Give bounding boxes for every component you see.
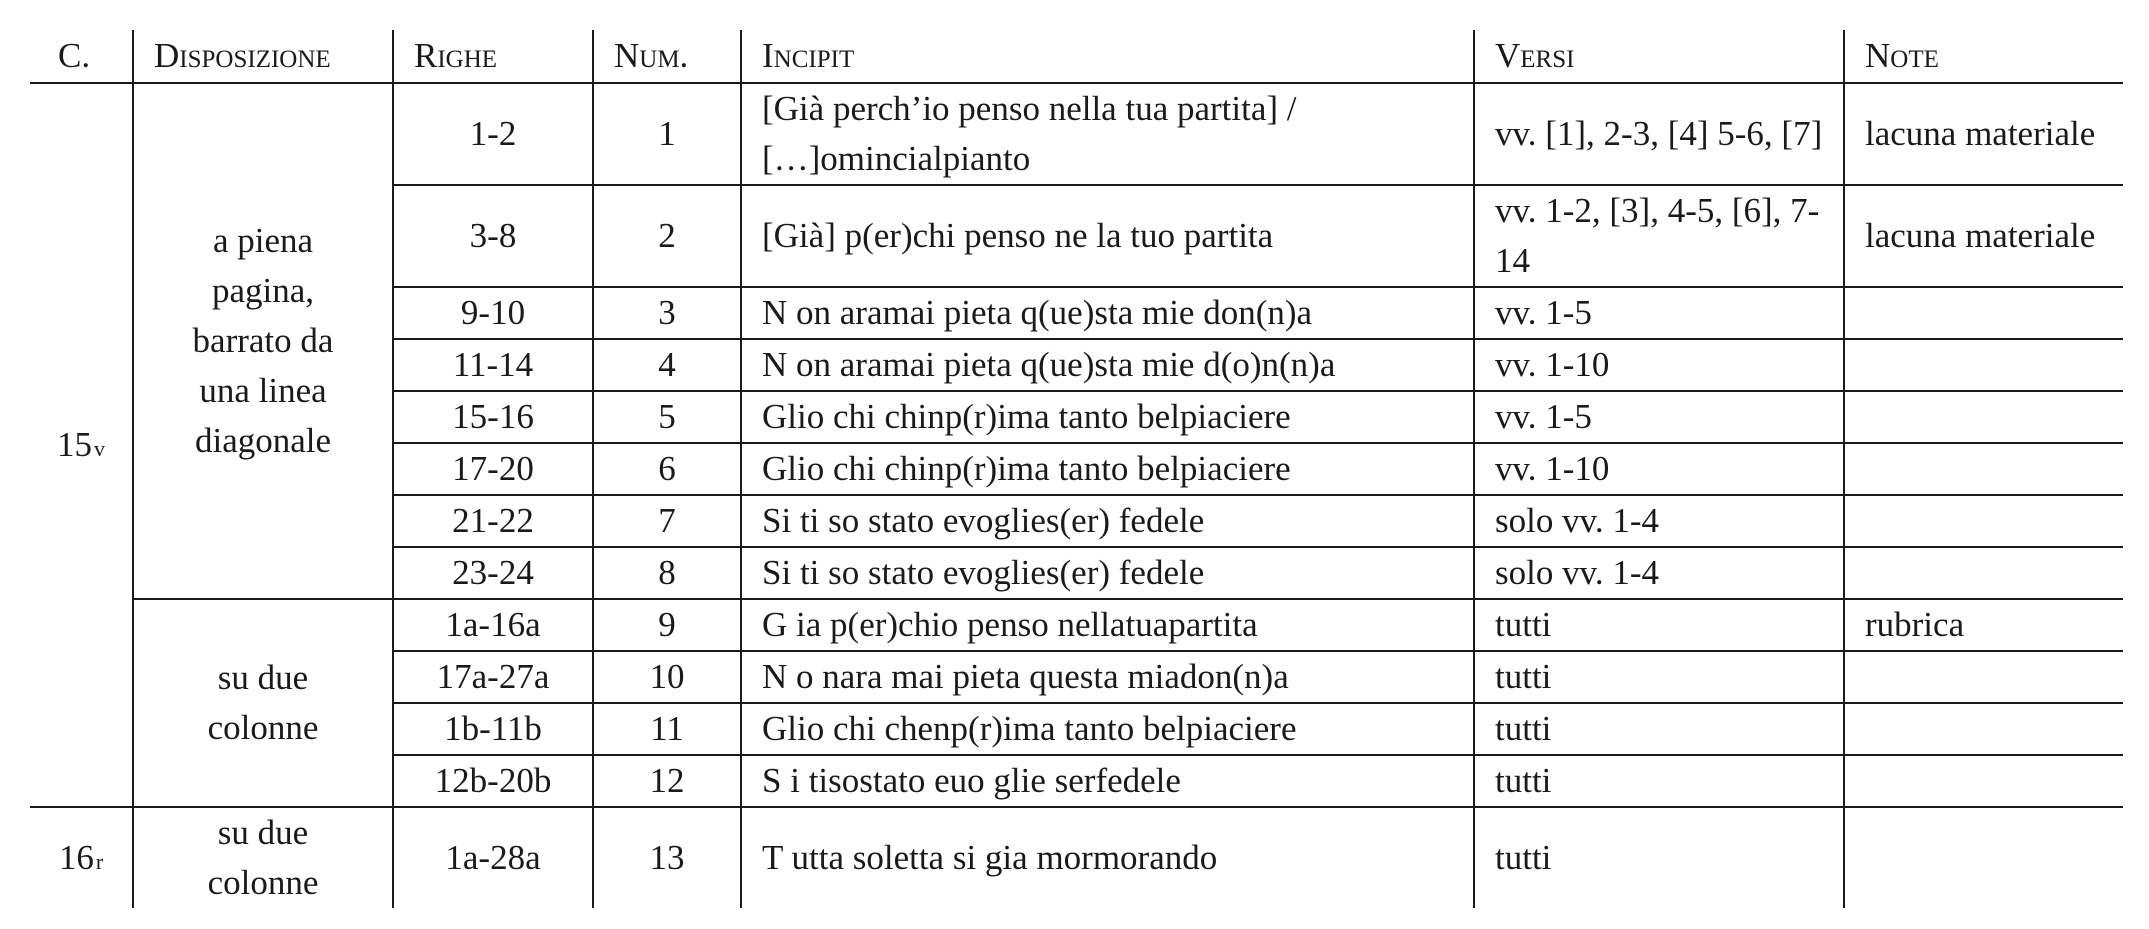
righe-cell: 11-14	[393, 339, 593, 391]
versi-cell: vv. 1-10	[1474, 339, 1844, 391]
note-cell	[1844, 651, 2123, 703]
versi-cell: vv. 1-2, [3], 4-5, [6], 7-14	[1474, 185, 1844, 287]
incipit-cell: Glio chi chenp(r)ima tanto belpiaciere	[741, 703, 1474, 755]
note-cell	[1844, 703, 2123, 755]
num-cell: 3	[593, 287, 741, 339]
incipit-cell: S i tisostato euo glie serfedele	[741, 755, 1474, 807]
note-cell	[1844, 807, 2123, 908]
num-cell: 4	[593, 339, 741, 391]
note-cell	[1844, 495, 2123, 547]
righe-cell: 21-22	[393, 495, 593, 547]
num-cell: 9	[593, 599, 741, 651]
righe-cell: 17-20	[393, 443, 593, 495]
incipit-cell: [Già] p(er)chi penso ne la tuo partita	[741, 185, 1474, 287]
header-righe: Righe	[393, 30, 593, 83]
versi-cell: tutti	[1474, 703, 1844, 755]
righe-cell: 1a-16a	[393, 599, 593, 651]
incipit-cell: Si ti so stato evoglies(er) fedele	[741, 495, 1474, 547]
disposition-cell: a piena pagina, barrato da una linea diagonale	[133, 83, 393, 599]
num-cell: 11	[593, 703, 741, 755]
num-cell: 2	[593, 185, 741, 287]
versi-cell: tutti	[1474, 651, 1844, 703]
incipit-cell: Glio chi chinp(r)ima tanto belpiaciere	[741, 443, 1474, 495]
carta-number: 15	[57, 425, 92, 464]
versi-cell: solo vv. 1-4	[1474, 495, 1844, 547]
incipit-cell: G ia p(er)chio penso nellatuapartita	[741, 599, 1474, 651]
versi-cell: tutti	[1474, 599, 1844, 651]
header-num: Num.	[593, 30, 741, 83]
header-incipit: Incipit	[741, 30, 1474, 83]
header-c: C.	[30, 30, 133, 83]
versi-cell: tutti	[1474, 807, 1844, 908]
disposition-cell: su due colonne	[133, 599, 393, 807]
versi-cell: vv. [1], 2-3, [4] 5-6, [7]	[1474, 83, 1844, 185]
righe-cell: 1a-28a	[393, 807, 593, 908]
num-cell: 7	[593, 495, 741, 547]
note-cell	[1844, 443, 2123, 495]
righe-cell: 12b-20b	[393, 755, 593, 807]
versi-cell: vv. 1-10	[1474, 443, 1844, 495]
num-cell: 13	[593, 807, 741, 908]
num-cell: 1	[593, 83, 741, 185]
table-row	[30, 807, 2123, 908]
num-cell: 12	[593, 755, 741, 807]
note-cell	[1844, 547, 2123, 599]
note-cell: lacuna materiale	[1844, 185, 2123, 287]
righe-cell: 9-10	[393, 287, 593, 339]
incipit-cell: N o nara mai pieta questa miadon(n)a	[741, 651, 1474, 703]
righe-cell: 15-16	[393, 391, 593, 443]
righe-cell: 17a-27a	[393, 651, 593, 703]
table-row	[30, 599, 2123, 651]
carta-cell	[30, 83, 133, 807]
note-cell: lacuna materiale	[1844, 83, 2123, 185]
righe-cell: 1b-11b	[393, 703, 593, 755]
righe-cell: 1-2	[393, 83, 593, 185]
versi-cell: tutti	[1474, 755, 1844, 807]
versi-cell: vv. 1-5	[1474, 287, 1844, 339]
carta-cell	[30, 807, 133, 908]
note-cell: rubrica	[1844, 599, 2123, 651]
header-note: Note	[1844, 30, 2123, 83]
num-cell: 6	[593, 443, 741, 495]
disposition-cell: su due colonne	[133, 807, 393, 908]
righe-cell: 23-24	[393, 547, 593, 599]
num-cell: 5	[593, 391, 741, 443]
note-cell	[1844, 391, 2123, 443]
note-cell	[1844, 755, 2123, 807]
incipit-cell: N on aramai pieta q(ue)sta mie don(n)a	[741, 287, 1474, 339]
versi-cell: vv. 1-5	[1474, 391, 1844, 443]
carta-side: r	[95, 849, 104, 874]
header-versi: Versi	[1474, 30, 1844, 83]
incipit-cell: N on aramai pieta q(ue)sta mie d(o)n(n)a	[741, 339, 1474, 391]
carta-number: 16	[58, 838, 94, 877]
versi-cell: solo vv. 1-4	[1474, 547, 1844, 599]
num-cell: 10	[593, 651, 741, 703]
note-cell	[1844, 339, 2123, 391]
carta-side: v	[94, 436, 105, 461]
righe-cell: 3-8	[393, 185, 593, 287]
manuscript-table	[30, 30, 2123, 908]
incipit-cell: [Già perch’io penso nella tua partita] / […]omincialpianto	[741, 83, 1474, 185]
num-cell: 8	[593, 547, 741, 599]
header-row	[30, 30, 2123, 83]
note-cell	[1844, 287, 2123, 339]
table-row	[30, 83, 2123, 185]
incipit-cell: Glio chi chinp(r)ima tanto belpiaciere	[741, 391, 1474, 443]
header-disposizione: Disposizione	[133, 30, 393, 83]
incipit-cell: T utta soletta si gia mormorando	[741, 807, 1474, 908]
incipit-cell: Si ti so stato evoglies(er) fedele	[741, 547, 1474, 599]
manuscript-table-container	[30, 30, 2123, 908]
